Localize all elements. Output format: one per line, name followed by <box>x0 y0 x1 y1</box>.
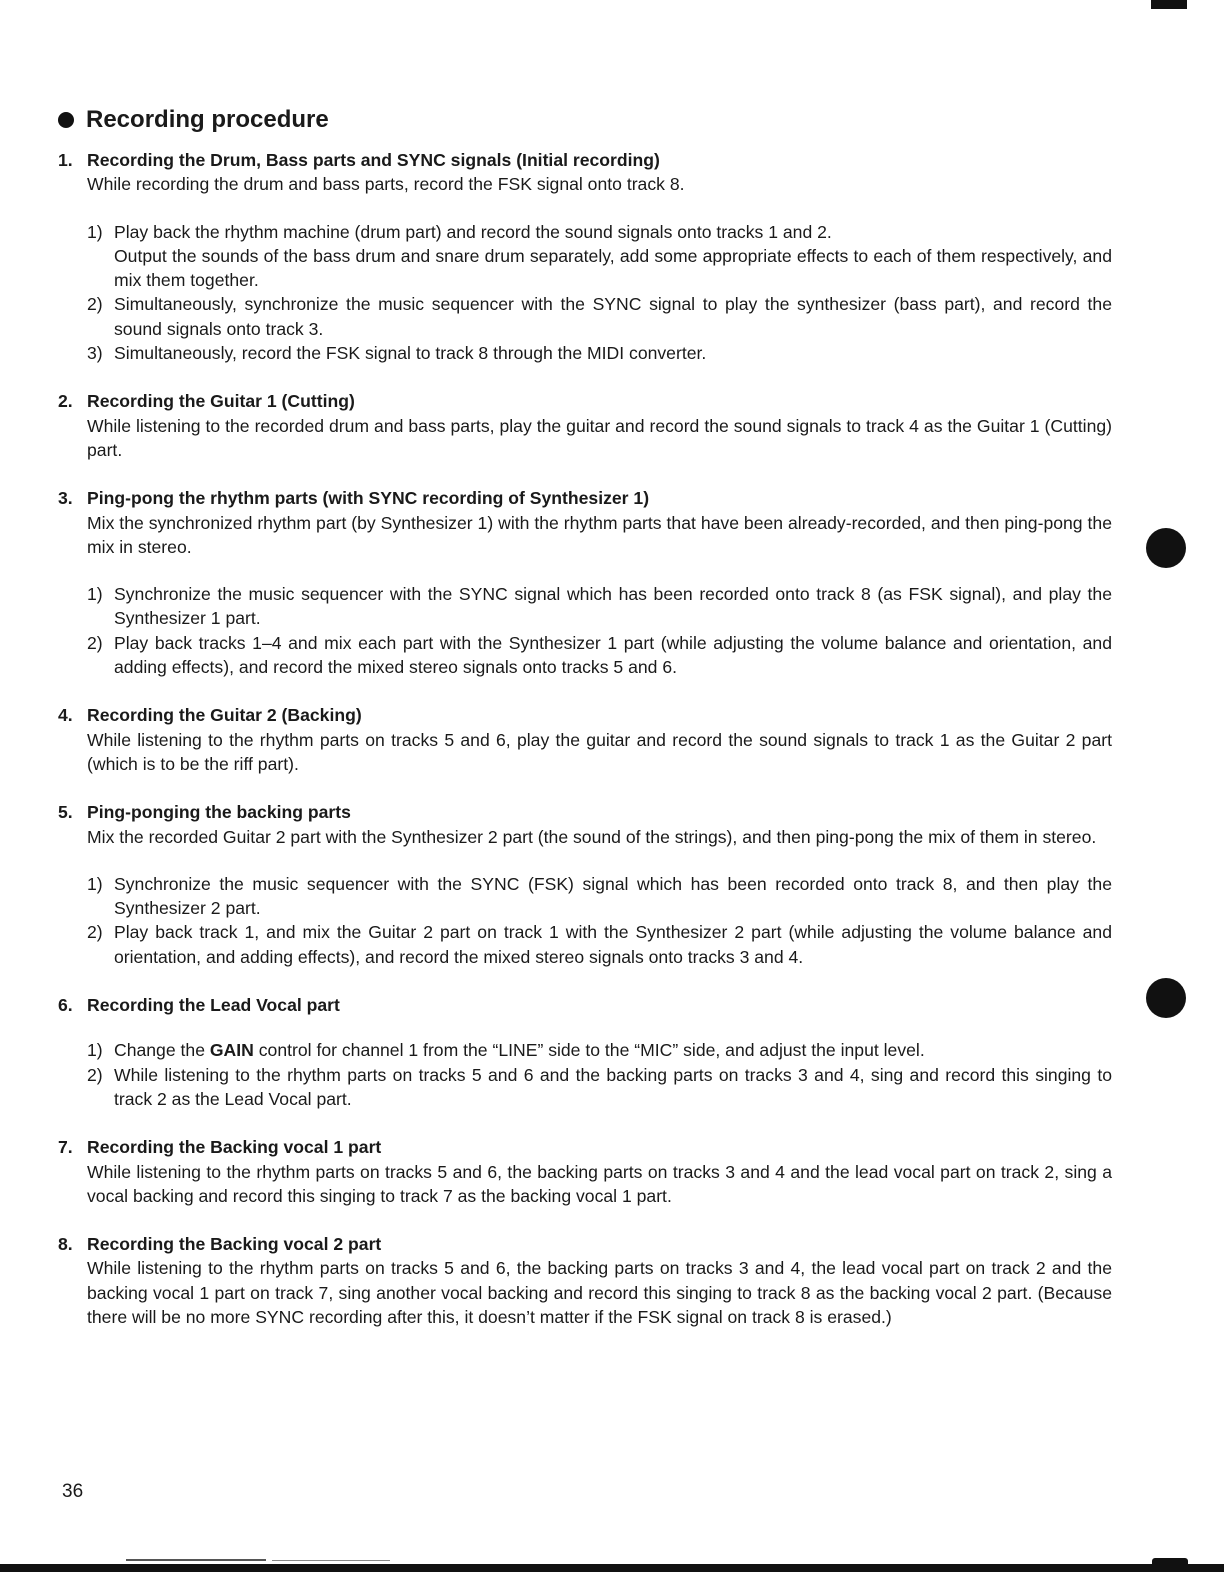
step-number: 2. <box>58 391 73 412</box>
substep <box>87 631 1112 680</box>
page-number: 36 <box>62 1481 84 1502</box>
step-intro: Mix the recorded Guitar 2 part with the Synthesizer 2 part (the sound of the strings), and then ping-pong the mix of them in stereo. <box>87 826 1097 847</box>
footer-bar <box>0 1564 1224 1572</box>
substep-number: 1) <box>87 873 103 894</box>
step-number: 8. <box>58 1234 73 1255</box>
substep-list <box>87 582 1112 679</box>
step-8 <box>58 1232 1112 1329</box>
substep <box>87 292 1112 341</box>
footer-rule-faint <box>272 1560 390 1561</box>
section-heading-text: Recording procedure <box>86 106 329 133</box>
page-edge-mark <box>1151 0 1187 9</box>
step-title: Recording the Guitar 1 (Cutting) <box>87 391 355 412</box>
substep-number: 1) <box>87 584 103 605</box>
substep-text: Play back the rhythm machine (drum part) and record the sound signals onto tracks 1 and 2. <box>114 221 832 242</box>
substep-text: While listening to the rhythm parts on tracks 5 and 6 and the backing parts on tracks 3 and 4, sing and record this singing to track 2 as the Lead Vocal part. <box>114 1064 1112 1109</box>
substep <box>87 1038 1112 1062</box>
substep <box>87 1063 1112 1112</box>
step-number: 3. <box>58 488 73 509</box>
substep-number: 2) <box>87 1064 103 1085</box>
step-intro: While recording the drum and bass parts, record the FSK signal onto track 8. <box>87 174 685 195</box>
step-number: 5. <box>58 802 73 823</box>
step-5 <box>58 800 1112 969</box>
substep-number: 2) <box>87 294 103 315</box>
substep-number: 1) <box>87 221 103 242</box>
substep-number: 3) <box>87 343 103 364</box>
step-title: Ping-pong the rhythm parts (with SYNC recording of Synthesizer 1) <box>87 488 650 509</box>
section-heading <box>58 106 329 134</box>
footer-rule <box>126 1559 266 1561</box>
substep-text: Simultaneously, synchronize the music sequencer with the SYNC signal to play the synthesizer (bass part), and record the sound signals onto track 3. <box>114 294 1112 339</box>
step-title: Recording the Guitar 2 (Backing) <box>87 705 362 726</box>
substep-list <box>87 1038 1112 1111</box>
bullet-icon <box>58 112 74 128</box>
step-intro: While listening to the rhythm parts on tracks 5 and 6, play the guitar and record the sound signals to track 1 as the Guitar 2 part (which is to be the riff part). <box>87 729 1112 774</box>
substep-text: Synchronize the music sequencer with the SYNC signal which has been recorded onto track 8 (as FSK signal), and play the Synthesizer 1 part. <box>114 584 1112 629</box>
step-intro: While listening to the rhythm parts on tracks 5 and 6, the backing parts on tracks 3 and 4, the lead vocal part on track 2 and the backing vocal 1 part on track 7, sing another vocal backing and record this singing to track 8 as the backing vocal 2 part. (Because there will be no more SYNC recording after this, it doesn’t matter if the FSK signal on track 8 is erased.) <box>87 1258 1112 1327</box>
substep <box>87 920 1112 969</box>
substep-text-end: control for channel 1 from the “LINE” side to the “MIC” side, and adjust the input level. <box>253 1040 925 1061</box>
substep-text-start: Change the <box>114 1040 210 1061</box>
step-intro: While listening to the rhythm parts on tracks 5 and 6, the backing parts on tracks 3 and 4 and the lead vocal part on track 2, sing a vocal backing and record this singing to track 7 as the backing vocal 1 part. <box>87 1161 1112 1206</box>
substep <box>87 872 1112 921</box>
substep <box>87 582 1112 631</box>
step-7 <box>58 1135 1112 1208</box>
step-2 <box>58 389 1112 462</box>
substep-list <box>87 220 1112 366</box>
step-title: Recording the Backing vocal 2 part <box>87 1234 382 1255</box>
substep <box>87 220 1112 293</box>
step-number: 4. <box>58 705 73 726</box>
substep-note: Output the sounds of the bass drum and snare drum separately, add some appropriate effects to each of them respectively, and mix them together. <box>114 245 1112 291</box>
step-1 <box>58 148 1112 365</box>
substep-text: Synchronize the music sequencer with the SYNC (FSK) signal which has been recorded onto track 8, and then play the Synthesizer 2 part. <box>114 873 1112 919</box>
substep-number: 2) <box>87 922 103 943</box>
step-title: Recording the Drum, Bass parts and SYNC signals (Initial recording) <box>87 150 660 170</box>
gain-control-label: GAIN <box>209 1040 254 1061</box>
procedure-list <box>58 148 1112 1329</box>
step-title: Recording the Lead Vocal part <box>87 995 340 1016</box>
step-title: Recording the Backing vocal 1 part <box>87 1137 382 1158</box>
binder-hole-top <box>1146 528 1186 568</box>
step-6 <box>58 993 1112 1111</box>
binder-hole-bottom <box>1146 978 1186 1018</box>
step-number: 1. <box>58 150 73 170</box>
step-intro: Mix the synchronized rhythm part (by Synthesizer 1) with the rhythm parts that have been already-recorded, and then ping-pong the mix in stereo. <box>87 512 1112 557</box>
step-number: 7. <box>58 1137 73 1158</box>
substep <box>87 341 1112 365</box>
step-4 <box>58 703 1112 776</box>
substep-text: Play back track 1, and mix the Guitar 2 part on track 1 with the Synthesizer 2 part (while adjusting the volume balance and orientation, and adding effects), and record the mixed stereo signals onto tracks 3 and 4. <box>114 922 1112 967</box>
substep-text: Play back tracks 1–4 and mix each part with the Synthesizer 1 part (while adjusting the volume balance and orientation, and adding effects), and record the mixed stereo signals onto tracks 5 and 6. <box>114 632 1112 678</box>
step-title: Ping-ponging the backing parts <box>87 802 351 823</box>
substep-number: 2) <box>87 632 103 653</box>
substep-list <box>87 872 1112 969</box>
substep-number: 1) <box>87 1040 103 1061</box>
step-intro: While listening to the recorded drum and bass parts, play the guitar and record the sound signals to track 4 as the Guitar 1 (Cutting) part. <box>87 415 1112 460</box>
step-number: 6. <box>58 995 73 1016</box>
substep-text: Simultaneously, record the FSK signal to track 8 through the MIDI converter. <box>114 343 707 364</box>
step-3 <box>58 486 1112 679</box>
